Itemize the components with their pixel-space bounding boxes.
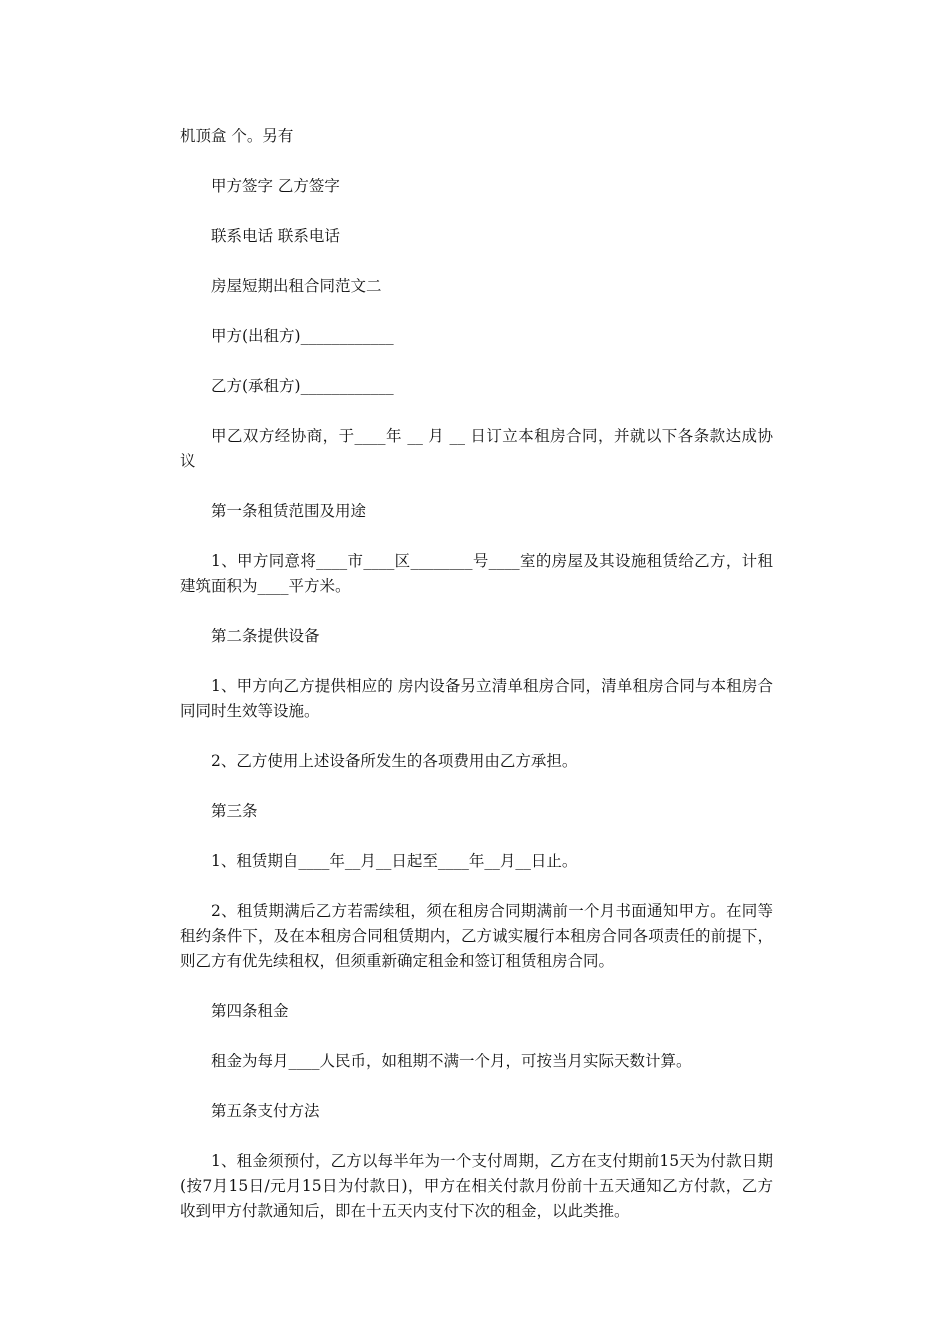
article-4-body: 租金为每月____人民币，如租期不满一个月，可按当月实际天数计算。 (211, 1052, 692, 1070)
paragraph-signatures: 甲方签字 乙方签字 (211, 177, 340, 195)
party-a-line: 甲方(出租方)____________ (211, 327, 394, 345)
article-2-clause-2: 2、乙方使用上述设备所发生的各项费用由乙方承担。 (211, 752, 578, 770)
paragraph-contact-phones: 联系电话 联系电话 (211, 227, 340, 245)
document-section-title: 房屋短期出租合同范文二 (211, 277, 382, 295)
article-3-clause-2: 2、租赁期满后乙方若需续租，须在租房合同期满前一个月书面通知甲方。在同等租约条件下，及在本租房合同租赁期内，乙方诚实履行本租房合同各项责任的前提下，则乙方有优先续租权，但须重新确定租金和签订租赁租房合同。 (180, 902, 773, 970)
paragraph-continuation: 机顶盒 个。另有 (180, 127, 294, 145)
article-3-clause-1: 1、租赁期自____年__月__日起至____年__月__日止。 (211, 852, 578, 870)
article-2-heading: 第二条提供设备 (211, 627, 320, 645)
party-b-line: 乙方(承租方)____________ (211, 377, 394, 395)
article-1-heading: 第一条租赁范围及用途 (211, 502, 367, 520)
article-5-clause-1: 1、租金须预付，乙方以每半年为一个支付周期，乙方在支付期前15天为付款日期(按7月15日/元月15日为付款日)，甲方在相关付款月份前十五天通知乙方付款，乙方收到甲方付款通知后，即在十五天内支付下次的租金，以此类推。 (180, 1152, 773, 1220)
paragraph-agreement-intro: 甲乙双方经协商，于____年 __ 月 __ 日订立本租房合同，并就以下各条款达成协议 (180, 427, 773, 470)
article-4-heading: 第四条租金 (211, 1002, 289, 1020)
article-5-heading: 第五条支付方法 (211, 1102, 320, 1120)
article-3-heading: 第三条 (211, 802, 258, 820)
article-2-clause-1: 1、甲方向乙方提供相应的 房内设备另立清单租房合同，清单租房合同与本租房合同同时生效等设施。 (180, 677, 773, 720)
document-body (180, 124, 773, 1249)
article-1-clause-1: 1、甲方同意将____市____区________号____室的房屋及其设施租赁给乙方，计租建筑面积为____平方米。 (180, 552, 773, 595)
